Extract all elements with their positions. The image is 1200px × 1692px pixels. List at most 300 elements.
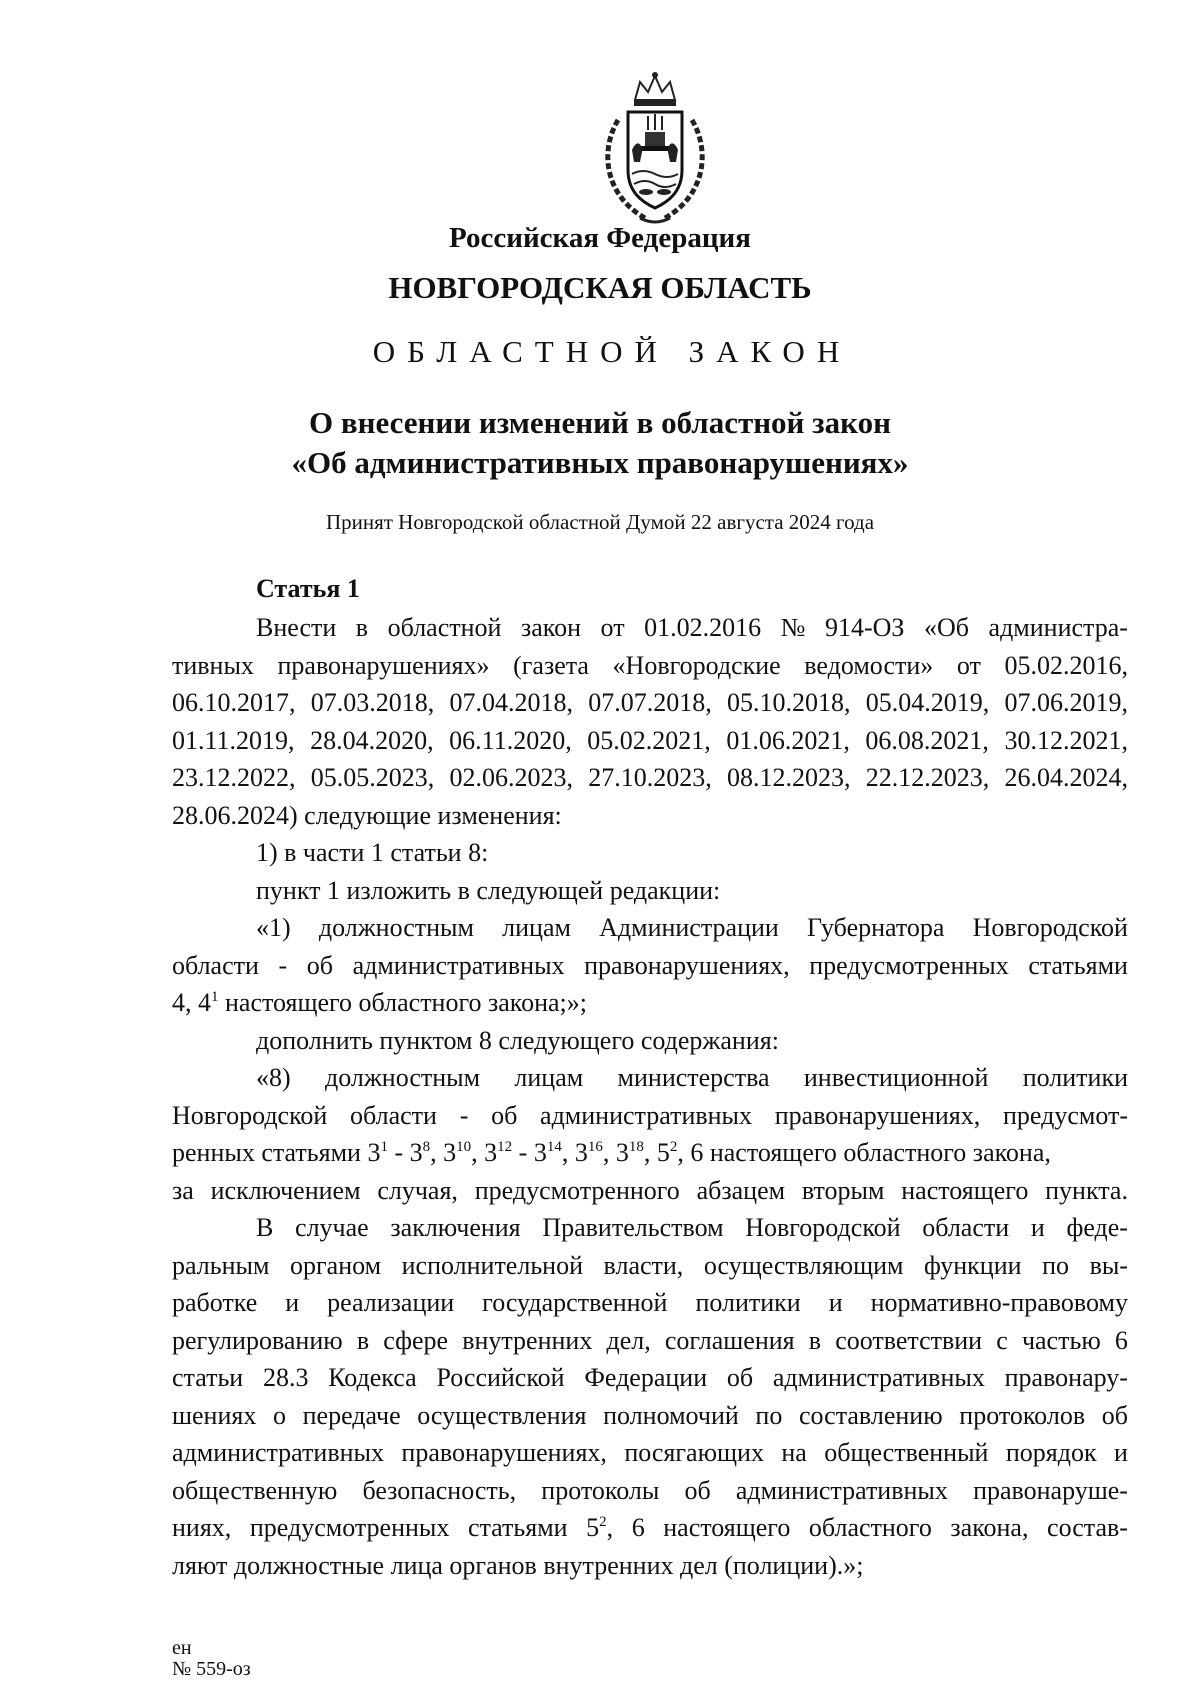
text-segment: , 3 <box>471 1138 498 1167</box>
text-segment: Губернатора <box>806 913 945 942</box>
text-segment: предусмотренных <box>809 950 1009 980</box>
text-word <box>1031 1209 1045 1247</box>
text-word <box>586 1509 613 1547</box>
text-word <box>1004 647 1128 685</box>
text-segment: 07.07.2018, <box>588 688 712 717</box>
text-word <box>390 1209 520 1247</box>
text-segment: дополнить пунктом 8 следующего содержания: <box>256 1025 779 1055</box>
text-segment: - <box>278 950 288 980</box>
text-line <box>172 947 1128 985</box>
text-segment: области <box>172 950 259 980</box>
text-segment: тивных <box>172 650 254 680</box>
text-segment: 01.06.2021, <box>726 725 850 755</box>
text-word <box>417 1397 586 1435</box>
text-word <box>172 684 296 722</box>
text-segment: 28.04.2020, <box>310 725 434 755</box>
text-word <box>829 1284 843 1322</box>
text-segment: , <box>606 1513 614 1542</box>
text-word <box>632 1509 645 1547</box>
text-segment: статьями <box>1028 950 1128 980</box>
footer-document-number: № 559-оз <box>172 1658 251 1680</box>
text-word <box>1005 759 1129 797</box>
text-word <box>781 609 806 647</box>
text-word <box>989 609 1128 647</box>
text-word <box>449 722 572 760</box>
text-segment: сфере <box>383 1325 449 1355</box>
superscript-index: 12 <box>497 1139 513 1155</box>
text-segment: осуществления <box>417 1400 587 1430</box>
text-word <box>513 647 589 685</box>
text-line <box>172 984 1128 1022</box>
text-word <box>172 1472 337 1510</box>
text-word <box>357 1322 369 1360</box>
text-word <box>973 1472 1128 1510</box>
text-line <box>172 1209 1128 1247</box>
article-text <box>172 609 1128 1584</box>
text-segment: 26.04.2024, <box>1004 763 1128 792</box>
text-word <box>436 1359 564 1397</box>
law-title-line-2: «Об административных правонарушениях» <box>291 445 909 480</box>
text-word <box>866 684 990 722</box>
text-word <box>303 1397 401 1435</box>
text-segment: 27.10.2023, <box>588 763 712 792</box>
text-word <box>295 1209 369 1247</box>
text-line <box>172 834 1128 872</box>
text-segment: 28.3 <box>262 1363 309 1392</box>
text-line <box>172 1397 1128 1435</box>
text-segment: посягающих <box>624 1438 764 1467</box>
text-segment: статьи <box>172 1363 244 1392</box>
text-word <box>1005 1359 1128 1397</box>
text-line <box>172 797 1128 835</box>
text-segment: порядок <box>1005 1438 1097 1467</box>
text-segment: 06.10.2017, <box>172 688 296 717</box>
superscript-index: 8 <box>422 1139 431 1155</box>
text-segment: об <box>726 1363 754 1392</box>
text-segment: протоколов <box>959 1400 1086 1430</box>
text-segment: безопасность, <box>362 1475 517 1505</box>
text-segment: 01.02.2016 <box>644 613 762 642</box>
text-word <box>781 1434 806 1472</box>
text-word <box>802 1172 885 1210</box>
text-word <box>588 684 712 722</box>
text-segment: ральным <box>172 1250 270 1280</box>
text-segment: полномочий <box>603 1400 739 1430</box>
text-word <box>290 1247 381 1285</box>
text-word <box>353 947 565 985</box>
text-segment: составлению <box>798 1400 943 1430</box>
text-word <box>1066 1209 1127 1247</box>
text-word <box>172 1284 257 1322</box>
text-segment: об <box>491 1100 518 1130</box>
text-segment: В <box>256 1213 274 1242</box>
text-segment: административных <box>735 1475 948 1505</box>
text-word <box>1047 1509 1128 1547</box>
text-word <box>799 1397 943 1435</box>
text-word <box>697 1172 786 1210</box>
text-segment: № <box>780 613 806 642</box>
text-word <box>950 1509 1028 1547</box>
text-word <box>804 647 933 685</box>
text-segment: «1) <box>256 913 291 942</box>
text-segment: предусмотренного <box>474 1175 680 1205</box>
text-segment: «Новгородские <box>612 650 781 680</box>
text-word <box>745 1209 900 1247</box>
superscript-index: 14 <box>546 1139 562 1155</box>
text-word <box>356 609 368 647</box>
text-segment: области <box>922 1213 1010 1242</box>
superscript-index: 1 <box>211 989 219 1005</box>
text-word <box>310 722 434 760</box>
text-segment: исключением <box>210 1175 361 1205</box>
text-segment: и <box>285 1288 300 1317</box>
text-segment: - 3 <box>512 1138 547 1167</box>
text-word <box>172 1134 1051 1172</box>
text-line <box>172 1509 1128 1547</box>
text-segment: случае <box>295 1213 369 1242</box>
text-line <box>172 1134 1128 1172</box>
text-segment: о <box>273 1400 286 1430</box>
text-segment: 07.03.2018, <box>310 688 435 717</box>
text-segment: и <box>1030 1213 1045 1242</box>
text-word <box>388 609 502 647</box>
text-word <box>311 684 435 722</box>
text-segment: заключения <box>390 1213 521 1242</box>
text-word <box>726 722 850 760</box>
text-segment: общественную <box>172 1475 338 1505</box>
text-segment: должностным <box>324 1063 481 1092</box>
text-word <box>541 1472 659 1510</box>
text-segment: внутренних <box>462 1325 593 1355</box>
text-segment: административных <box>772 1363 985 1392</box>
text-segment: от <box>956 650 981 680</box>
text-segment: органом <box>289 1250 382 1280</box>
text-word <box>601 609 625 647</box>
text-segment: в <box>355 613 369 642</box>
text-word <box>172 1547 863 1585</box>
text-segment: 08.12.2023, <box>727 763 851 792</box>
text-segment: Новгородской <box>972 913 1128 942</box>
text-segment: шениях <box>172 1400 257 1430</box>
text-segment: статьями <box>467 1513 568 1542</box>
text-word <box>256 609 336 647</box>
text-word <box>695 1284 800 1322</box>
text-segment: «8) <box>256 1063 291 1092</box>
text-word <box>924 609 969 647</box>
text-word <box>211 1172 361 1210</box>
text-word <box>684 1472 710 1510</box>
text-line <box>172 1434 1128 1472</box>
text-word <box>256 909 291 947</box>
text-word <box>350 1097 437 1135</box>
text-word <box>172 1172 194 1210</box>
text-word <box>1004 722 1128 760</box>
text-word <box>871 1284 1128 1322</box>
text-segment: правонарушениях, <box>401 1438 607 1467</box>
text-segment: работке <box>172 1288 258 1317</box>
text-segment: правонаруше- <box>973 1475 1128 1505</box>
text-word <box>172 1434 384 1472</box>
text-segment: - <box>459 1100 469 1130</box>
text-word <box>587 722 711 760</box>
text-segment: областного <box>808 1513 932 1542</box>
text-word <box>285 1284 299 1322</box>
text-word <box>924 1247 1022 1285</box>
text-segment: лицам <box>502 913 571 942</box>
text-segment: административных <box>540 1100 753 1130</box>
text-word <box>401 1434 607 1472</box>
text-segment: настоящего областного закона;»; <box>218 988 588 1017</box>
text-word <box>665 1322 795 1360</box>
law-title-line-1: О внесении изменений в областной закон <box>309 405 891 440</box>
text-segment: ляют должностные лица органов внутренних дел (полиции).»; <box>172 1550 864 1580</box>
text-segment: 30.12.2021, <box>1004 725 1128 755</box>
text-segment: «Об <box>923 613 969 642</box>
text-segment: об <box>1101 1400 1128 1430</box>
text-segment: вы- <box>1089 1250 1128 1280</box>
text-segment: феде- <box>1066 1213 1128 1242</box>
text-segment: 22.12.2023, <box>865 763 990 792</box>
text-segment: случая, <box>377 1175 458 1205</box>
text-word <box>1028 947 1128 985</box>
text-segment: министерства <box>617 1063 770 1092</box>
region-heading: НОВГОРОДСКАЯ ОБЛАСТЬ <box>388 270 812 305</box>
text-word <box>959 1397 1085 1435</box>
text-segment: 05.10.2018, <box>727 688 851 717</box>
text-word <box>588 759 712 797</box>
text-segment: предусмотренных <box>249 1513 450 1542</box>
text-word <box>542 1209 723 1247</box>
text-segment: 6 <box>631 1513 645 1542</box>
text-segment: правонарушениях, <box>584 950 790 980</box>
text-segment: пункт 1 изложить в следующей редакции: <box>256 875 721 905</box>
text-word <box>613 647 781 685</box>
text-line <box>172 872 1128 910</box>
text-word <box>809 947 1009 985</box>
text-segment: закон <box>520 613 582 642</box>
text-segment: и <box>828 1288 843 1317</box>
text-segment: 5 <box>586 1513 600 1542</box>
text-segment: Новгородской <box>172 1100 328 1130</box>
text-word <box>263 1359 309 1397</box>
text-segment: регулированию <box>172 1325 343 1355</box>
text-segment: , 3 <box>561 1138 588 1167</box>
text-word <box>809 1322 821 1360</box>
text-word <box>279 947 288 985</box>
text-word <box>825 609 904 647</box>
text-segment: лицам <box>514 1063 584 1092</box>
text-word <box>736 1472 948 1510</box>
text-word <box>460 1097 469 1135</box>
text-segment: власти, <box>603 1250 684 1280</box>
text-line <box>172 1284 1128 1322</box>
text-segment: абзацем <box>696 1175 786 1205</box>
text-segment: , 5 <box>643 1138 670 1167</box>
text-segment: правонарушениях» <box>277 650 490 680</box>
text-word <box>319 909 474 947</box>
text-segment: по <box>1042 1250 1070 1280</box>
text-word <box>256 1022 779 1060</box>
text-word <box>584 947 790 985</box>
text-segment: на <box>781 1438 807 1467</box>
text-word <box>521 609 581 647</box>
text-line <box>172 1097 1128 1135</box>
text-segment: администра- <box>988 613 1128 642</box>
text-word <box>172 1509 231 1547</box>
text-word <box>172 984 587 1022</box>
text-line <box>172 1059 1128 1097</box>
text-word <box>468 1509 568 1547</box>
text-segment: в <box>356 1325 370 1355</box>
text-segment: 06.11.2020, <box>449 725 572 755</box>
text-line <box>172 759 1128 797</box>
text-segment: Правительством <box>542 1213 724 1242</box>
text-segment: соответствии <box>835 1325 983 1355</box>
text-word <box>644 609 761 647</box>
text-word <box>256 872 720 910</box>
text-segment: Администрации <box>599 913 779 942</box>
text-word <box>328 1359 416 1397</box>
text-word <box>866 759 990 797</box>
superscript-index: 1 <box>380 1139 388 1155</box>
text-segment: дел, <box>606 1325 651 1355</box>
text-word <box>755 1397 782 1435</box>
text-segment: за <box>172 1175 194 1205</box>
text-segment: (газета <box>513 650 589 680</box>
text-segment: от <box>600 613 625 642</box>
text-word <box>584 1359 707 1397</box>
text-word <box>957 647 981 685</box>
superscript-index: 10 <box>456 1139 472 1155</box>
text-word <box>450 684 574 722</box>
text-segment: в <box>808 1325 822 1355</box>
text-segment: 914-ОЗ <box>824 613 905 642</box>
text-segment: ниях, <box>172 1513 232 1542</box>
country-heading: Российская Федерация <box>449 222 751 254</box>
text-segment: 05.04.2019, <box>865 688 990 717</box>
text-word <box>807 909 944 947</box>
text-word <box>824 1434 988 1472</box>
footer-initials: ен <box>172 1637 192 1659</box>
text-word <box>727 1359 753 1397</box>
text-segment: области <box>350 1100 437 1130</box>
superscript-index: 18 <box>628 1139 644 1155</box>
text-line <box>172 1022 1128 1060</box>
text-word <box>901 1172 1028 1210</box>
text-line <box>172 1322 1128 1360</box>
text-word <box>540 1097 752 1135</box>
text-word <box>1003 1097 1128 1135</box>
superscript-index: 2 <box>669 1139 678 1155</box>
text-word <box>1114 1434 1128 1472</box>
text-segment: соглашения <box>664 1325 795 1355</box>
text-word <box>804 1059 989 1097</box>
text-word <box>172 1247 269 1285</box>
text-word <box>603 1397 739 1435</box>
text-word <box>1023 1059 1128 1097</box>
text-segment: политики <box>1022 1063 1128 1092</box>
text-segment: настоящего <box>663 1513 791 1542</box>
text-word <box>311 759 435 797</box>
text-word <box>1042 1247 1069 1285</box>
text-segment: предусмот- <box>1002 1100 1128 1130</box>
text-word <box>1006 1434 1097 1472</box>
text-line <box>172 1247 1128 1285</box>
text-word <box>491 1097 517 1135</box>
text-segment: , 6 настоящего областного закона, <box>677 1138 1051 1167</box>
text-word <box>1102 1397 1128 1435</box>
text-segment: - 3 <box>387 1138 423 1167</box>
text-word <box>599 909 779 947</box>
text-segment: 4, 4 <box>172 988 211 1017</box>
text-word <box>172 1397 256 1435</box>
text-segment: Новгородской <box>745 1213 901 1242</box>
text-segment: 07.04.2018, <box>449 688 573 717</box>
text-line <box>172 722 1128 760</box>
text-word <box>172 647 254 685</box>
text-word <box>482 1284 667 1322</box>
text-segment: 07.06.2019, <box>1004 688 1128 717</box>
text-segment: исполнительной <box>401 1250 583 1280</box>
text-segment: 6 <box>1114 1325 1128 1355</box>
text-segment: вторым <box>801 1175 885 1205</box>
text-segment: 02.06.2023, <box>449 763 573 792</box>
text-segment: инвестиционной <box>803 1063 989 1092</box>
text-word <box>996 1322 1008 1360</box>
text-word <box>256 1059 291 1097</box>
text-segment: 1) в части 1 статьи 8: <box>256 838 489 867</box>
text-segment: Федерации <box>584 1363 708 1392</box>
text-segment: по <box>755 1400 783 1430</box>
text-word <box>450 759 574 797</box>
text-word <box>606 1322 650 1360</box>
text-word <box>922 1209 1009 1247</box>
text-segment: частью <box>1021 1325 1101 1355</box>
text-segment: закона, <box>950 1513 1029 1542</box>
article-heading: Статья 1 <box>256 574 360 603</box>
text-word <box>624 1434 764 1472</box>
text-word <box>256 834 488 872</box>
superscript-index: 16 <box>587 1139 603 1155</box>
text-word <box>172 1322 343 1360</box>
text-segment: реализации <box>327 1288 455 1317</box>
text-segment: 05.02.2021, <box>587 725 711 755</box>
text-segment: административных <box>352 950 565 980</box>
text-segment: настоящего <box>901 1175 1029 1205</box>
text-segment: должностным <box>318 913 474 942</box>
text-segment: осуществляющим <box>703 1250 904 1280</box>
text-line <box>172 1547 1128 1585</box>
text-segment: 01.11.2019, <box>172 725 295 755</box>
text-line <box>172 1172 1128 1210</box>
text-word <box>172 797 562 835</box>
text-word <box>377 1172 458 1210</box>
text-segment: 06.08.2021, <box>865 725 989 755</box>
text-segment: Внести <box>256 613 337 642</box>
text-segment: пункта. <box>1045 1175 1128 1205</box>
text-segment: 28.06.2024) следующие изменения: <box>172 800 562 830</box>
text-segment: об <box>306 950 333 980</box>
text-word <box>727 759 851 797</box>
text-segment: с <box>996 1325 1008 1355</box>
text-word <box>1045 1172 1128 1210</box>
text-word <box>172 722 295 760</box>
text-word <box>327 1284 454 1322</box>
text-segment: Российской <box>436 1363 565 1392</box>
text-line <box>172 647 1128 685</box>
text-segment: Кодекса <box>328 1363 417 1392</box>
text-word <box>865 722 989 760</box>
